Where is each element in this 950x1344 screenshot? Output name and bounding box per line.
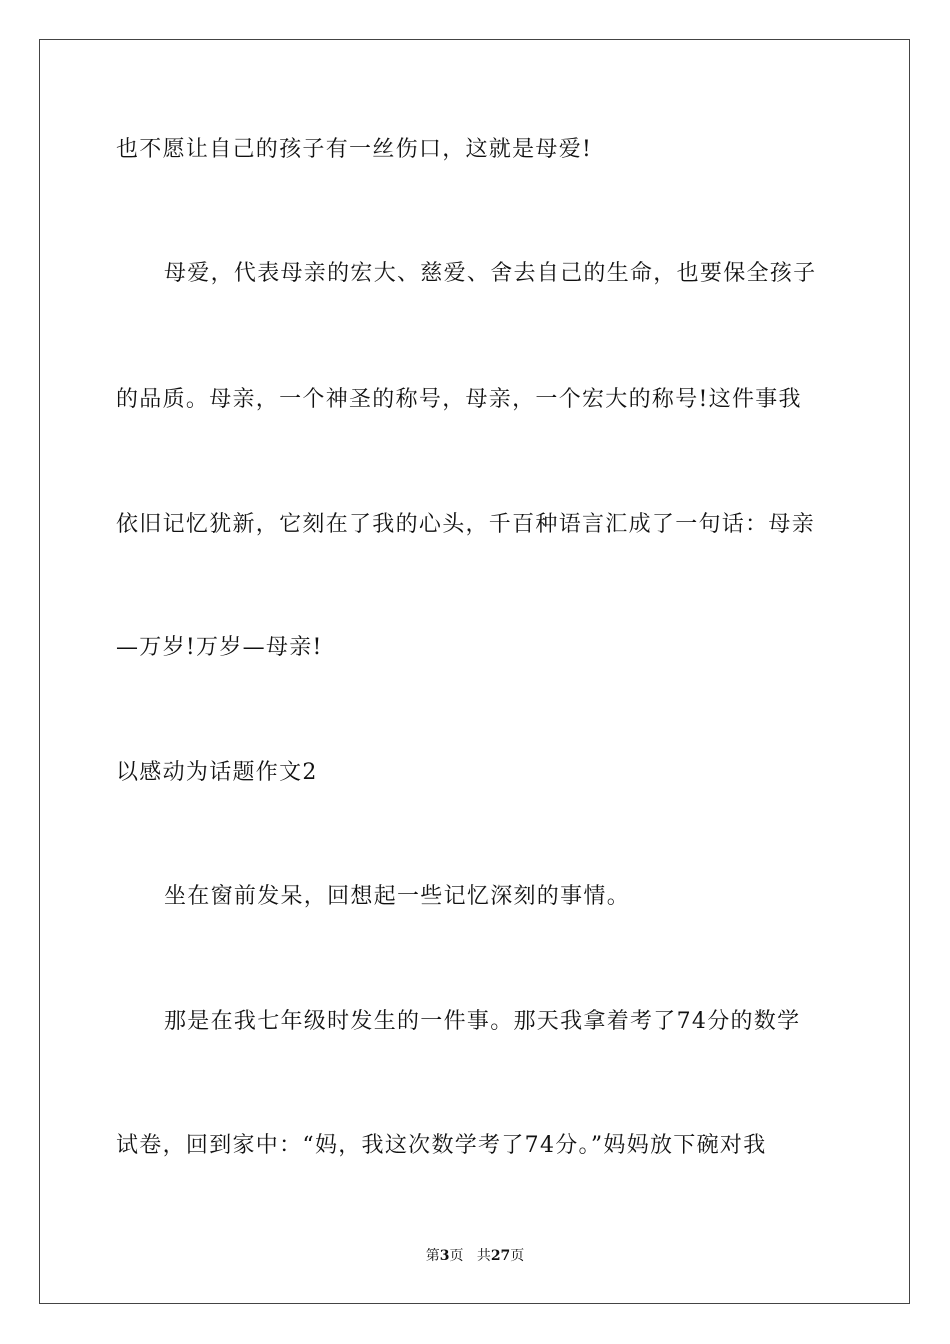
footer-prefix: 第 — [425, 1248, 440, 1264]
footer-total-prefix: 共 — [476, 1248, 491, 1264]
total-pages-number: 27 — [490, 1248, 511, 1264]
text-line: —万岁!万岁—母亲! — [116, 635, 323, 660]
footer-total-unit: 页 — [510, 1248, 525, 1264]
text-line: 的品质。母亲，一个神圣的称号，母亲，一个宏大的称号!这件事我 — [116, 387, 802, 412]
paragraph-start-line: 母爱，代表母亲的宏大、慈爱、舍去自己的生命，也要保全孩子 — [164, 261, 817, 286]
page-frame — [39, 39, 910, 1304]
text-line: 依旧记忆犹新，它刻在了我的心头，千百种语言汇成了一句话：母亲 — [116, 512, 816, 537]
paragraph-start-line: 坐在窗前发呆，回想起一些记忆深刻的事情。 — [164, 884, 631, 909]
footer-page-unit: 页 — [449, 1248, 464, 1264]
text-line: 试卷，回到家中：“妈，我这次数学考了74分。”妈妈放下碗对我 — [116, 1133, 767, 1158]
text-line: 也不愿让自己的孩子有一丝伤口，这就是母爱! — [116, 137, 593, 162]
paragraph-start-line: 那是在我七年级时发生的一件事。那天我拿着考了74分的数学 — [164, 1009, 801, 1034]
current-page-number: 3 — [439, 1248, 450, 1264]
section-heading: 以感动为话题作文2 — [116, 760, 318, 785]
page-footer — [0, 1246, 950, 1266]
